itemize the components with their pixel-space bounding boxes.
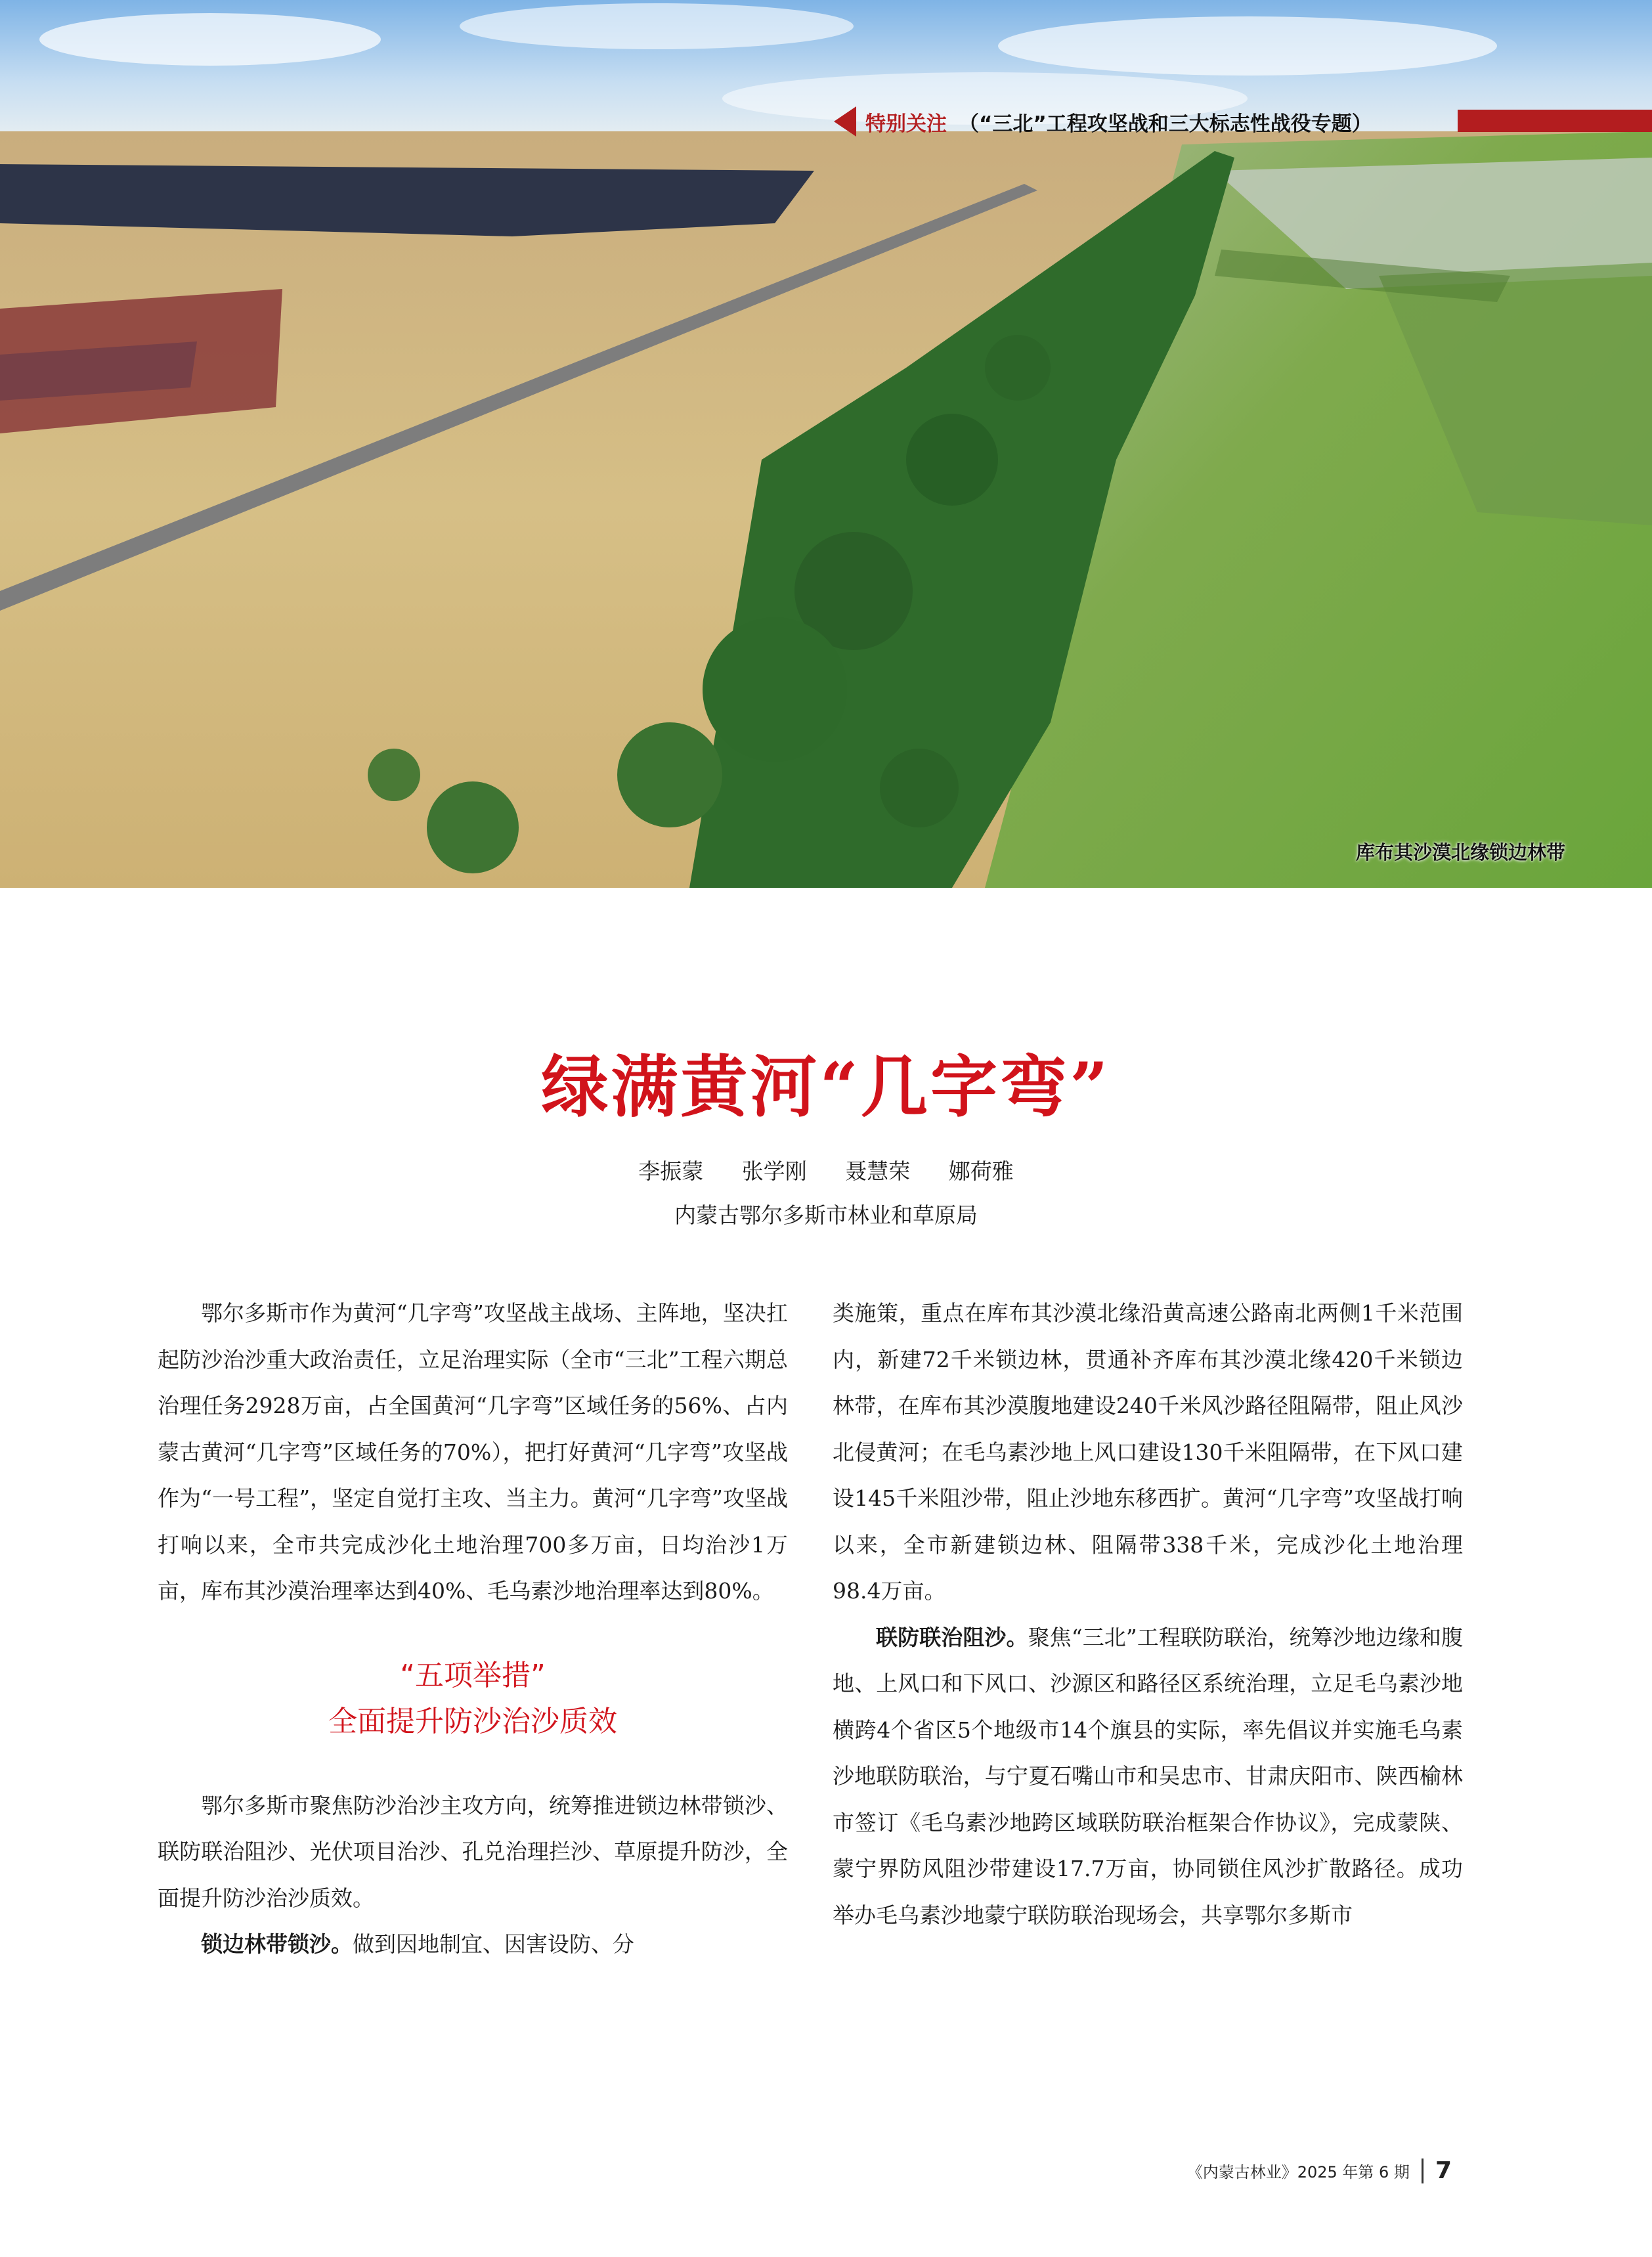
body-paragraph — [833, 1615, 1463, 1939]
author-list — [0, 1154, 1652, 1185]
author-name: 娜荷雅 — [948, 1158, 1014, 1184]
aerial-desert-forest-image — [0, 0, 1652, 888]
banner-red-bar — [1458, 110, 1652, 132]
body-paragraph: 鄂尔多斯市作为黄河“几字弯”攻坚战主战场、主阵地，坚决扛起防沙治沙重大政治责任，立足治理实际（全市“三北”工程六期总治理任务2928万亩，占全国黄河“几字弯”区域任务的56%、占内蒙古黄河“几字弯”区域任务的70%），把打好黄河“几字弯”攻坚战作为“一号工程”，坚定自觉打主攻、当主力。黄河“几字弯”攻坚战打响以来，全市共完成沙化土地治理700多万亩，日均治沙1万亩，库布其沙漠治理率达到40%、毛乌素沙地治理率达到80%。 — [158, 1300, 788, 1604]
photo-caption: 库布其沙漠北缘锁边林带 — [1355, 841, 1565, 864]
paragraph-lead: 联防联治阻沙。 — [876, 1624, 1028, 1650]
subheading-line: 全面提升防沙治沙质效 — [328, 1704, 617, 1738]
footer-divider — [1422, 2158, 1424, 2183]
paragraph-text: 聚焦“三北”工程联防联治，统筹沙地边缘和腹地、上风口和下风口、沙源区和路径区系统治理，立足毛乌素沙地横跨4个省区5个地级市14个旗县的实际，率先倡议并实施毛乌素沙地联防联治，与宁夏石嘴山市和吴忠市、甘肃庆阳市、陕西榆林市签订《毛乌素沙地跨区域联防联治框架合作协议》，完成蒙陕、蒙宁界防风阻沙带建设17.7万亩，协同锁住风沙扩散路径。成功举办毛乌素沙地蒙宁联防联治现场会，共享鄂尔多斯市 — [833, 1624, 1464, 1928]
section-banner — [834, 105, 1372, 138]
body-paragraph — [158, 1921, 788, 1968]
author-affiliation: 内蒙古鄂尔多斯市林业和草原局 — [674, 1202, 978, 1228]
banner-label: 特别关注 — [865, 112, 947, 136]
article-title: 绿满黄河“几字弯” — [541, 1048, 1111, 1127]
page-footer — [1187, 2157, 1452, 2184]
banner-arrow-icon — [834, 106, 856, 137]
text-column-left — [158, 1290, 788, 1968]
body-paragraph: 鄂尔多斯市聚焦防沙治沙主攻方向，统筹推进锁边林带锁沙、联防联治阻沙、光伏项目治沙、孔兑治理拦沙、草原提升防沙，全面提升防沙治沙质效。 — [158, 1792, 788, 1911]
author-name: 聂慧荣 — [845, 1158, 911, 1184]
journal-issue: 《内蒙古林业》2025 年第 6 期 — [1186, 2163, 1410, 2181]
author-name: 李振蒙 — [638, 1158, 704, 1184]
author-name: 张学刚 — [741, 1158, 807, 1184]
section-subheading — [158, 1653, 788, 1745]
banner-topic: （“三北”工程攻坚战和三大标志性战役专题） — [959, 112, 1372, 136]
paragraph-lead: 锁边林带锁沙。 — [201, 1931, 353, 1957]
hero-photo — [0, 0, 1652, 888]
body-paragraph: 类施策，重点在库布其沙漠北缘沿黄高速公路南北两侧1千米范围内，新建72千米锁边林，贯通补齐库布其沙漠北缘420千米锁边林带，在库布其沙漠腹地建设240千米风沙路径阻隔带，阻止风沙北侵黄河；在毛乌素沙地上风口建设130千米阻隔带，在下风口建设145千米阻沙带，阻止沙地东移西扩。黄河“几字弯”攻坚战打响以来，全市新建锁边林、阻隔带338千米，完成沙化土地治理98.4万亩。 — [833, 1300, 1463, 1604]
page-number: 7 — [1435, 2157, 1452, 2184]
text-column-right — [833, 1290, 1463, 1939]
paragraph-text: 做到因地制宜、因害设防、分 — [353, 1931, 634, 1957]
subheading-line: “五项举措” — [400, 1658, 546, 1692]
